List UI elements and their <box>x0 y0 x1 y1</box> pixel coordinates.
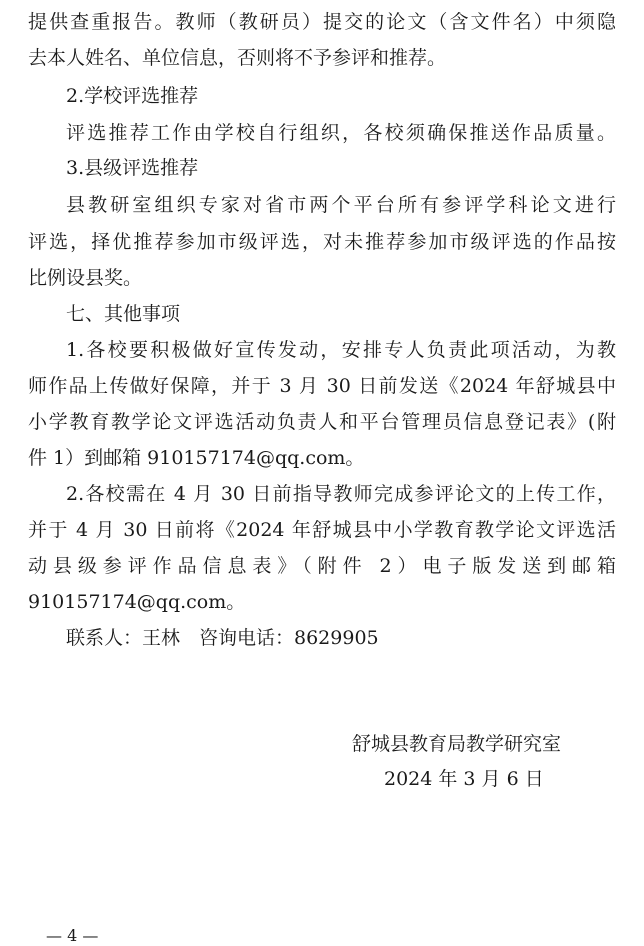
paragraph-line: 比例设县奖。 <box>28 267 143 289</box>
paragraph-line: 县教研室组织专家对省市两个平台所有参评学科论文进行 <box>66 194 616 216</box>
paragraph-line: 2.各校需在 4 月 30 日前指导教师完成参评论文的上传工作， <box>66 483 616 505</box>
signature-org: 舒城县教育局教学研究室 <box>352 733 562 755</box>
paragraph-line: 件 1）到邮箱 910157174@qq.com。 <box>28 447 365 469</box>
paragraph-line: 提供查重报告。教师（教研员）提交的论文（含文件名）中须隐 <box>28 11 616 33</box>
section-heading: 2.学校评选推荐 <box>66 85 199 107</box>
paragraph-line: 并于 4 月 30 日前将《2024 年舒城县中小学教育教学论文评选活 <box>28 519 616 541</box>
page-number: — 4 — <box>46 926 99 945</box>
paragraph-line: 910157174@qq.com。 <box>28 591 246 613</box>
section-heading: 3.县级评选推荐 <box>66 157 199 179</box>
paragraph-line: 动县级参评作品信息表》（附件 2）电子版发送到邮箱 <box>28 555 616 577</box>
chapter-heading: 七、其他事项 <box>66 303 181 325</box>
paragraph-line: 小学教育教学论文评选活动负责人和平台管理员信息登记表》(附 <box>28 411 616 433</box>
contact-line: 联系人：王林 咨询电话：8629905 <box>66 627 379 649</box>
paragraph-line: 1.各校要积极做好宣传发动，安排专人负责此项活动，为教 <box>66 339 616 361</box>
paragraph-line: 去本人姓名、单位信息，否则将不予参评和推荐。 <box>28 47 447 69</box>
paragraph-line: 评选推荐工作由学校自行组织，各校须确保推送作品质量。 <box>66 122 616 144</box>
paragraph-line: 师作品上传做好保障，并于 3 月 30 日前发送《2024 年舒城县中 <box>28 375 616 397</box>
paragraph-line: 评选，择优推荐参加市级评选，对未推荐参加市级评选的作品按 <box>28 231 616 253</box>
signature-date: 2024 年 3 月 6 日 <box>384 768 544 790</box>
